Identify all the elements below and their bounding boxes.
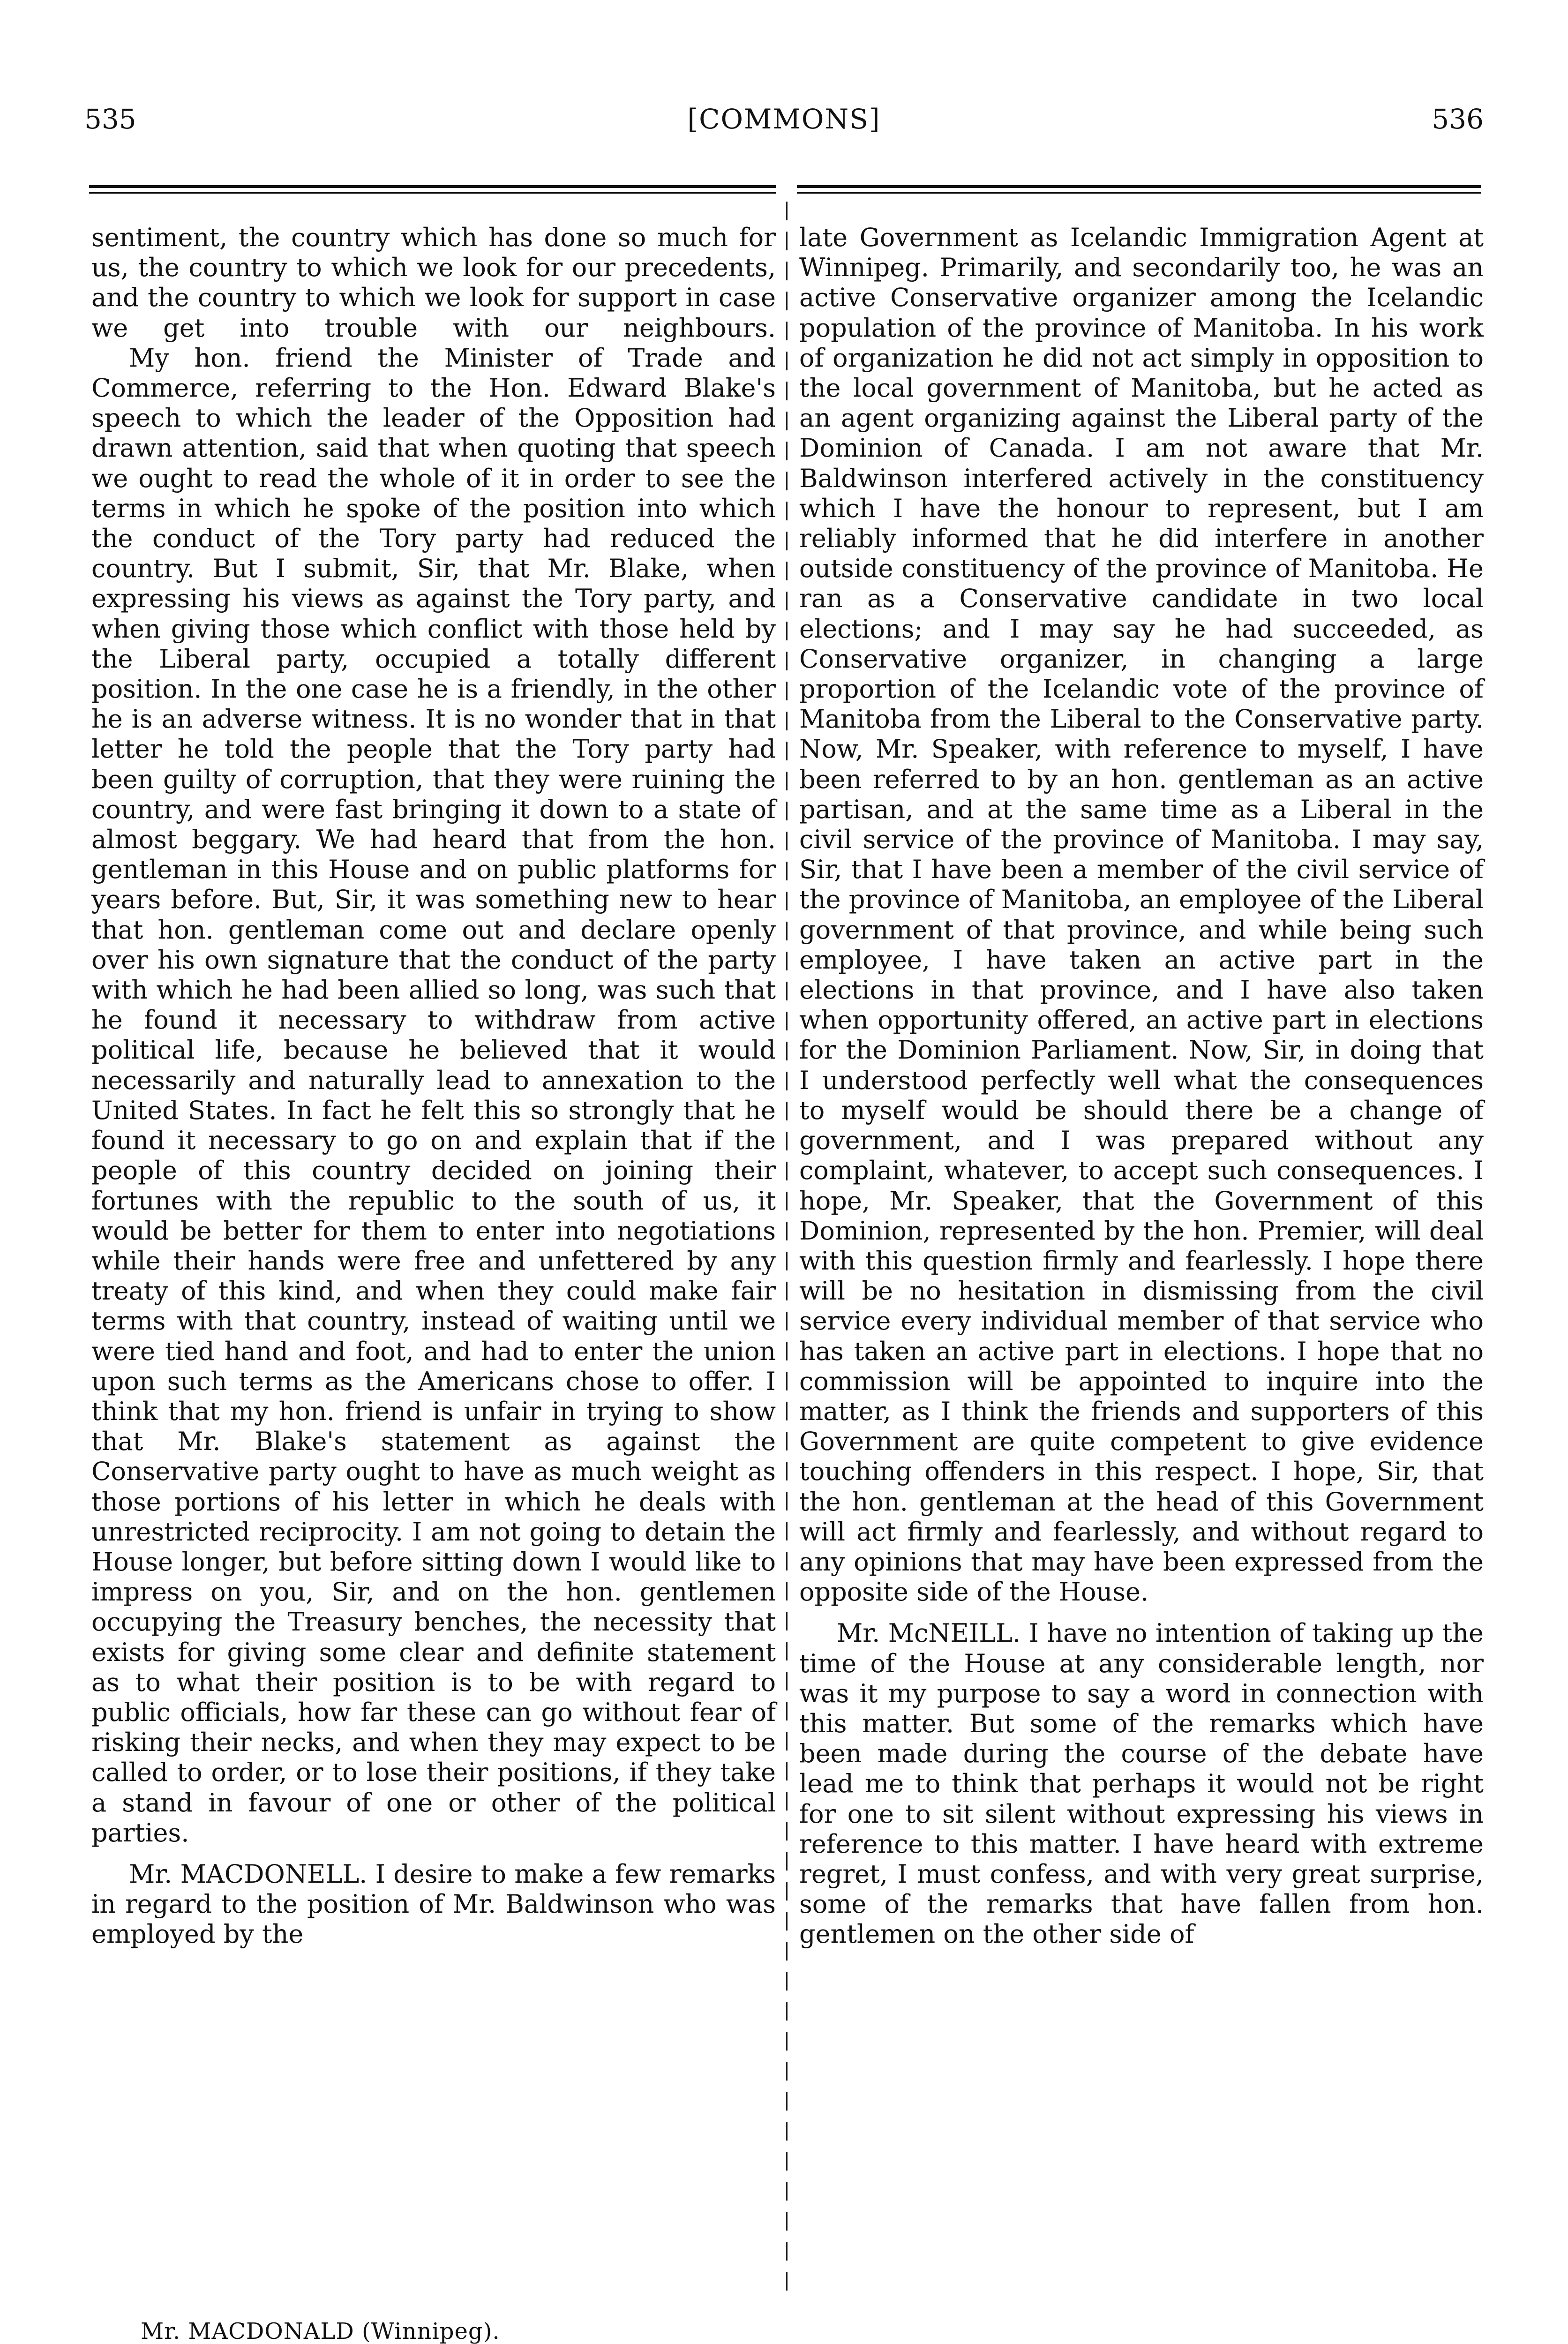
page-footer-speaker: Mr. MACDONALD (Winnipeg). xyxy=(141,2318,500,2344)
header-rule-right xyxy=(797,185,1481,188)
running-head-title: [COMMONS] xyxy=(687,103,881,135)
paragraph: Mr. McNEILL. I have no intention of taking up the time of the House at any considerable length, nor was it my purpose to say a word in connection with this matter. But some of the remarks which have been made during the course of the debate have lead me to think that perhaps it would not be right for one to sit silent without expressing his views in reference to this matter. I have heard with extreme regret, I must confess, and with very great surprise, some of the remarks that have fallen from hon. gentlemen on the other side of xyxy=(799,1618,1484,1949)
left-column xyxy=(91,223,776,1950)
page-number-left: 535 xyxy=(84,103,136,135)
page-number-right: 536 xyxy=(1432,103,1484,135)
page-header xyxy=(84,103,1484,155)
paragraph: late Government as Icelandic Immigration Agent at Winnipeg. Primarily, and secondarily too, he was an active Conservative organizer among the Icelandic population of the province of Manitoba. In his work of organization he did not act simply in opposition to the local government of Manitoba, but he acted as an agent organizing against the Liberal party of the Dominion of Canada. I am not aware that Mr. Baldwinson interfered actively in the constituency which I have the honour to represent, but I am reliably informed that he did interfere in another outside constituency of the province of Manitoba. He ran as a Conservative candidate in two local elections; and I may say he had succeeded, as Conservative organizer, in changing a large proportion of the Icelandic vote of the province of Manitoba from the Liberal to the Conservative party. Now, Mr. Speaker, with reference to myself, I have been referred to by an hon. gentleman as an active partisan, and at the same time as a Liberal in the civil service of the province of Manitoba. I may say, Sir, that I have been a member of the civil service of the province of Manitoba, an employee of the Liberal government of that province, and while being such employee, I have taken an active part in the elections in that province, and I have also taken when opportunity offered, an active part in elections for the Dominion Parliament. Now, Sir, in doing that I understood perfectly well what the consequences to myself would be should there be a change of government, and I was prepared without any complaint, whatever, to accept such consequences. I hope, Mr. Speaker, that the Government of this Dominion, represented by the hon. Premier, will deal with this question firmly and fearlessly. I hope there will be no hesitation in dismissing from the civil service every individual member of that service who has taken an active part in elections. I hope that no commission will be appointed to inquire into the matter, as I think the friends and supporters of this Government are quite competent to give evidence touching offenders in this respect. I hope, Sir, that the hon. gentleman at the head of this Government will act firmly and fearlessly, and without regard to any opinions that may have been expressed from the opposite side of the House. xyxy=(799,223,1484,1607)
column-divider xyxy=(786,202,788,2297)
paragraph: Mr. MACDONELL. I desire to make a few remarks in regard to the position of Mr. Baldwinson who was employed by the xyxy=(91,1859,776,1949)
header-rule-left-thin xyxy=(89,192,776,194)
header-rule-right-thin xyxy=(797,192,1481,194)
paragraph: My hon. friend the Minister of Trade and Commerce, referring to the Hon. Edward Blake's speech to which the leader of the Opposition had drawn attention, said that when quoting that speech we ought to read the whole of it in order to see the terms in which he spoke of the position into which the conduct of the Tory party had reduced the country. But I submit, Sir, that Mr. Blake, when expressing his views as against the Tory party, and when giving those which conflict with those held by the Liberal party, occupied a totally different position. In the one case he is a friendly, in the other he is an adverse witness. It is no wonder that in that letter he told the people that the Tory party had been guilty of corruption, that they were ruining the country, and were fast bringing it down to a state of almost beggary. We had heard that from the hon. gentleman in this House and on public platforms for years before. But, Sir, it was something new to hear that hon. gentleman come out and declare openly over his own signature that the conduct of the party with which he had been allied so long, was such that he found it necessary to withdraw from active political life, because he believed that it would necessarily and naturally lead to annexation to the United States. In fact he felt this so strongly that he found it necessary to go on and explain that if the people of this country decided on joining their fortunes with the republic to the south of us, it would be better for them to enter into negotiations while their hands were free and unfettered by any treaty of this kind, and when they could make fair terms with that country, instead of waiting until we were tied hand and foot, and had to enter the union upon such terms as the Americans chose to offer. I think that my hon. friend is unfair in trying to show that Mr. Blake's statement as against the Conservative party ought to have as much weight as those portions of his letter in which he deals with unrestricted reciprocity. I am not going to detain the House longer, but before sitting down I would like to impress on you, Sir, and on the hon. gentlemen occupying the Treasury benches, the necessity that exists for giving some clear and definite statement as to what their position is to be with regard to public officials, how far these can go without fear of risking their necks, and when they may expect to be called to order, or to lose their positions, if they take a stand in favour of one or other of the political parties. xyxy=(91,343,776,1848)
header-rule-left xyxy=(89,185,776,188)
right-column xyxy=(799,223,1484,1950)
paragraph: sentiment, the country which has done so much for us, the country to which we look for our precedents, and the country to which we look for support in case we get into trouble with our neighbours. xyxy=(91,223,776,343)
